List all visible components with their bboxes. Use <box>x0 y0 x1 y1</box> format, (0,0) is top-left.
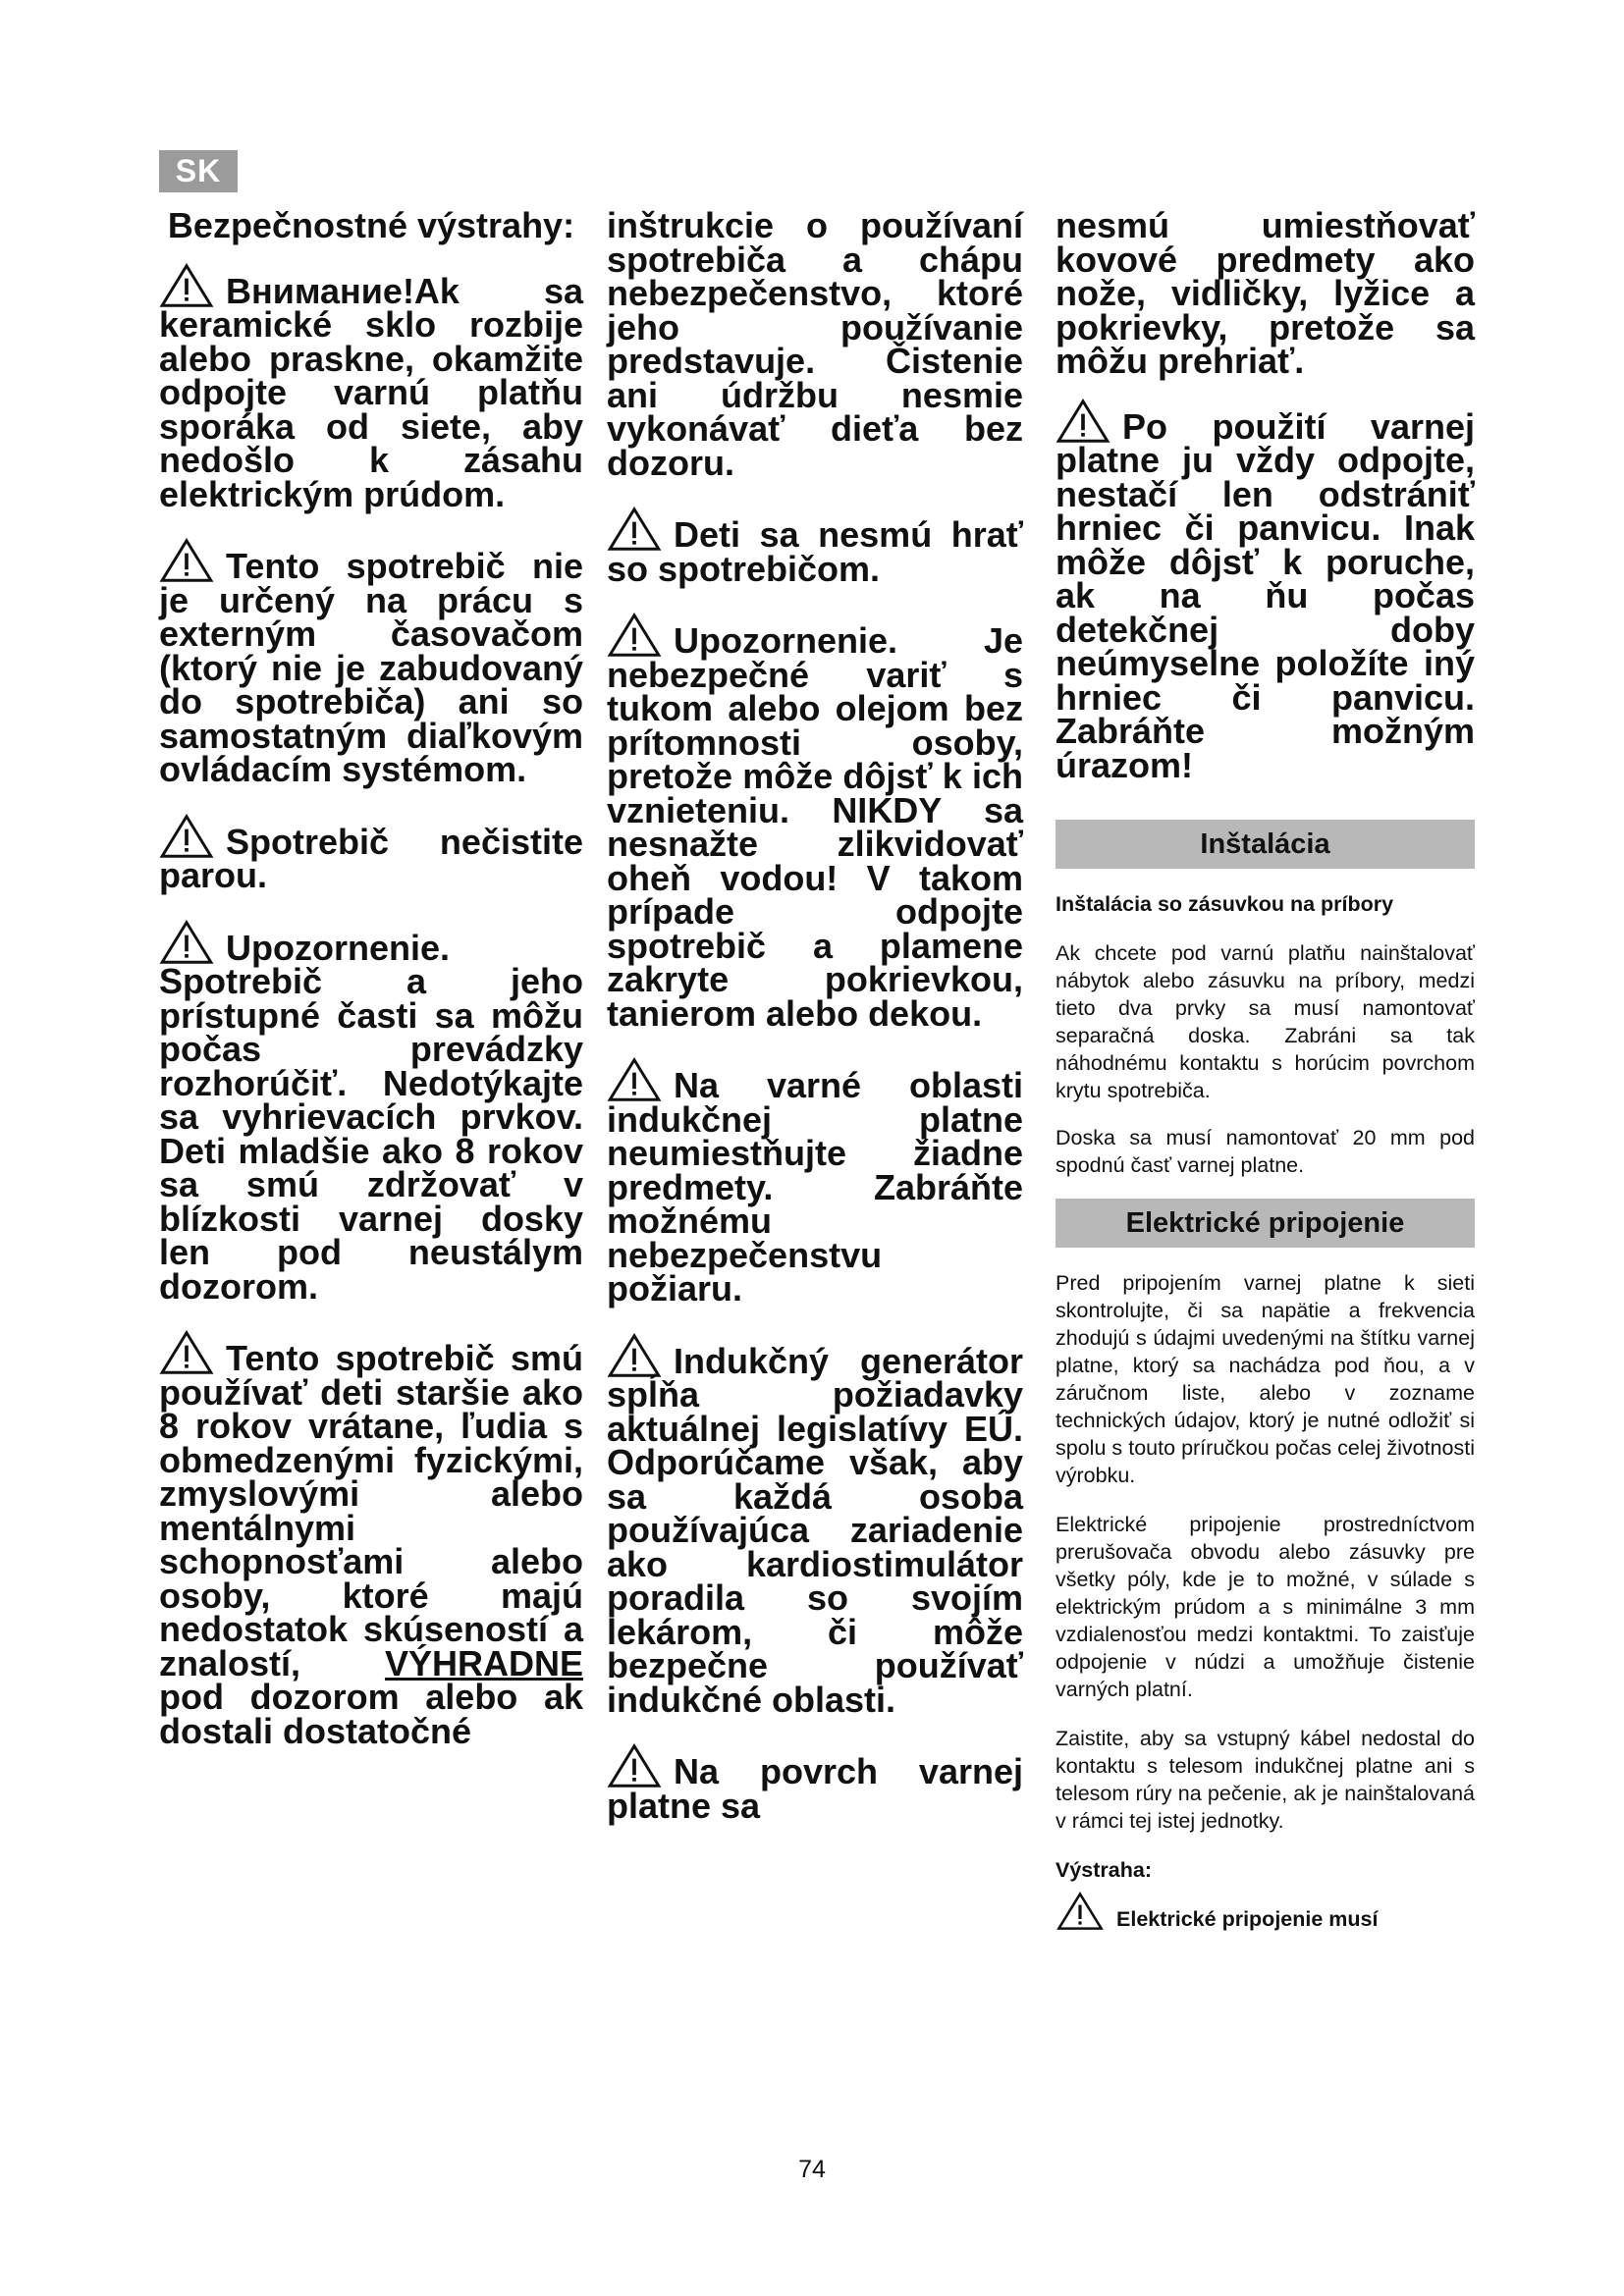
text-paragraph: Ak chcete pod varnú platňu nainštalovať nábytok alebo zásuvku na príbory, medzi tieto dva prvky sa musí namontovať separačná doska. Zabráni sa tak náhodnému kontaktu s horúcim povrchom krytu spotrebiča. <box>1056 941 1475 1102</box>
warning-triangle-icon <box>607 1743 662 1789</box>
warning-triangle-icon <box>159 538 214 583</box>
warning-triangle-icon <box>159 263 214 308</box>
text-paragraph: nesmú umiestňovať kovové predmety ako nože, vidličky, lyžice a pokrievky, pretože sa môžu prehriať. <box>1056 205 1475 381</box>
warning-paragraph <box>159 1330 583 1751</box>
warning-text: Tento spotrebič nie je určený na prácu s externým časovačom (ktorý nie je zabudovaný do spotrebiča) ani so samostatným diaľkovým ovládacím systémom. <box>159 546 583 789</box>
warning-paragraph <box>607 613 1023 1034</box>
text-paragraph: inštrukcie o používaní spotrebiča a chápu nebezpečenstvo, ktoré jeho používanie predstavuje. Čistenie ani údržbu nesmie vykonávať dieťa bez dozoru. <box>607 205 1023 483</box>
column-1 <box>159 205 583 1751</box>
warning-triangle-icon <box>1056 1892 1105 1931</box>
warning-paragraph <box>159 920 583 1305</box>
warning-paragraph <box>607 1057 1023 1307</box>
warning-text: Elektrické pripojenie musí <box>1116 1907 1379 1931</box>
section-bar-electrical: Elektrické pripojenie <box>1056 1199 1475 1248</box>
text-paragraph: Zaistite, aby sa vstupný kábel nedostal do kontaktu s telesom indukčnej platne ani s telesom rúry na pečenie, ak je nainštalovaná v rámci tej istej jednotky. <box>1056 1727 1475 1833</box>
warning-paragraph <box>159 814 583 893</box>
warning-text: Na varné oblasti indukčnej platne neumiestňujte žiadne predmety. Zabráňte možnému nebezpečenstvu požiaru. <box>607 1065 1023 1308</box>
warning-triangle-icon <box>159 1330 214 1375</box>
warning-triangle-icon <box>607 507 662 552</box>
warning-triangle-icon <box>159 920 214 965</box>
text-paragraph: Pred pripojením varnej platne k sieti skontrolujte, či sa napätie a frekvencia zhodujú s údajmi uvedenými na štítku varnej platne, ktorý sa nachádza pod ňou, a v záručnom liste, alebo v zozname technických údajov, ktorý je nutné odložiť si spolu s touto príručkou počas celej životnosti výrobku. <box>1056 1271 1475 1487</box>
warning-text: Spotrebič nečistite parou. <box>159 821 583 895</box>
warning-text: pod dozorom alebo ak dostali dostatočné <box>159 1677 583 1751</box>
warning-text: Внимание!Ak sa keramické sklo rozbije alebo praskne, okamžite odpojte varnú platňu sporáka od siete, aby nedošlo k zásahu elektrickým prúdom. <box>159 270 583 514</box>
warning-paragraph <box>159 263 583 512</box>
warning-text: Tento spotrebič smú používať deti staršie ako 8 rokov vrátane, ľudia s obmedzenými fyzickými, zmyslovými alebo mentálnymi schopnosťami alebo osoby, ktoré majú nedostatok skúseností a znalostí, <box>159 1338 583 1683</box>
section-bar-installation: Inštalácia <box>1056 820 1475 869</box>
section-heading: Bezpečnostné výstrahy: <box>167 205 575 245</box>
subheading: Inštalácia so zásuvkou na príbory <box>1056 892 1394 916</box>
warning-text: Po použití varnej platne ju vždy odpojte, nestačí len odstrániť hrniec či panvicu. Inak môže dôjsť k poruche, ak na ňu počas detekčnej doby neúmyselne položíte iný hrniec či panvicu. Zabráňte možným úrazom! <box>1056 405 1475 785</box>
warning-paragraph <box>1056 1892 1475 1933</box>
warning-text: Upozornenie. Spotrebič a jeho prístupné časti sa môžu počas prevádzky rozhorúčiť. Nedotýkajte sa vyhrievacích prvkov. Deti mladšie ako 8 rokov sa smú zdržovať v blízkosti varnej dosky len pod neustálym dozorom. <box>159 927 583 1307</box>
warning-text: Na povrch varnej platne sa <box>607 1751 1023 1826</box>
warning-text-underlined: VÝHRADNE <box>384 1642 583 1683</box>
language-badge: SK <box>159 150 238 192</box>
text-paragraph: Elektrické pripojenie prostredníctvom prerušovača obvodu alebo zásuvky pre všetky póly, kde je to možné, v súlade s elektrickým prúdom a s minimálne 3 mm vzdialenosťou medzi kontaktmi. To zaisťuje odpojenie v núdzi a umožňuje čistenie varných platní. <box>1056 1513 1475 1701</box>
warning-text: Deti sa nesmú hrať so spotrebičom. <box>607 514 1023 589</box>
page-number: 74 <box>798 2156 826 2183</box>
warning-text: Indukčný generátor spĺňa požiadavky aktuálnej legislatívy EÚ. Odporúčame však, aby sa každá osoba používajúca zariadenie ako kardiostimulátor poradila so svojím lekárom, či môže bezpečne používať indukčné oblasti. <box>607 1340 1023 1720</box>
column-3 <box>1056 205 1475 1933</box>
warning-triangle-icon <box>159 814 214 859</box>
warning-triangle-icon <box>607 613 662 658</box>
warning-triangle-icon <box>607 1057 662 1102</box>
warning-paragraph <box>607 507 1023 589</box>
warning-paragraph <box>1056 399 1475 783</box>
warning-triangle-icon <box>1056 399 1110 444</box>
text-paragraph: Doska sa musí namontovať 20 mm pod spodnú časť varnej platne. <box>1056 1126 1475 1177</box>
warning-paragraph <box>159 538 583 787</box>
warning-label: Výstraha: <box>1056 1858 1152 1882</box>
column-2 <box>607 205 1023 1826</box>
warning-paragraph <box>607 1743 1023 1826</box>
warning-text: Upozornenie. Je nebezpečné variť s tukom alebo olejom bez prítomnosti osoby, pretože môže dôjsť k ich vznieteniu. NIKDY sa nesnažte zlikvidovať oheň vodou! V takom prípade odpojte spotrebič a plamene zakryte pokrievkou, tanierom alebo dekou. <box>607 620 1023 1034</box>
warning-triangle-icon <box>607 1333 662 1378</box>
warning-paragraph <box>607 1333 1023 1718</box>
